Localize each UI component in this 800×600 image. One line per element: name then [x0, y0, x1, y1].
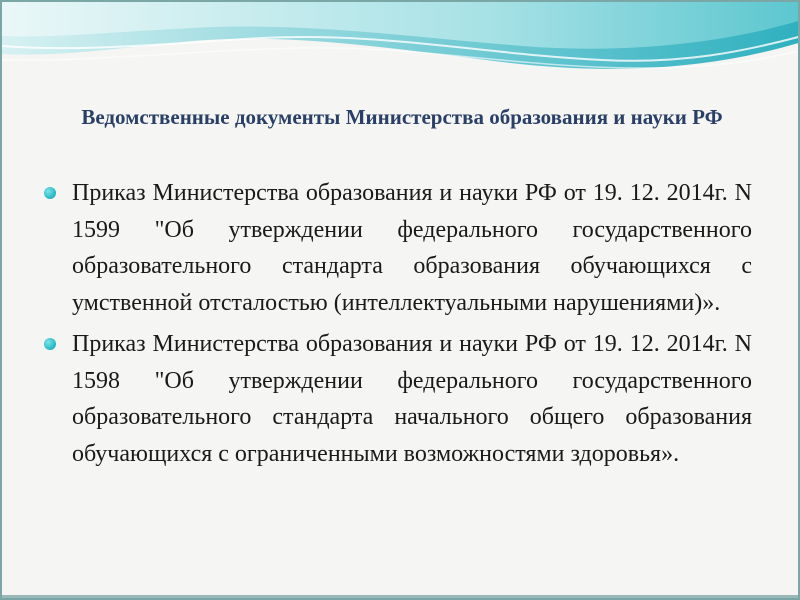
teal-dot-icon	[44, 338, 56, 350]
list-item	[40, 326, 752, 472]
bottom-strip	[2, 595, 800, 598]
wave-banner	[2, 2, 800, 82]
list-item-text: Приказ Министерства образования и науки РФ от 19. 12. 2014г. N 1598 "Об утверждении федерального государственного образовательного стандарта начального общего образования обучающихся с ограниченными возможностями здоровья».	[72, 331, 752, 467]
teal-dot-icon	[44, 187, 56, 199]
list-item-text: Приказ Министерства образования и науки РФ от 19. 12. 2014г. N 1599 "Об утверждении федерального государственного образовательного стандарта образования обучающихся с умственной отсталостью (интеллектуальными нарушениями)».	[72, 180, 752, 316]
list-item	[40, 175, 752, 321]
slide-title: Ведомственные документы Министерства образования и науки РФ	[81, 105, 723, 129]
content-list	[40, 175, 752, 477]
